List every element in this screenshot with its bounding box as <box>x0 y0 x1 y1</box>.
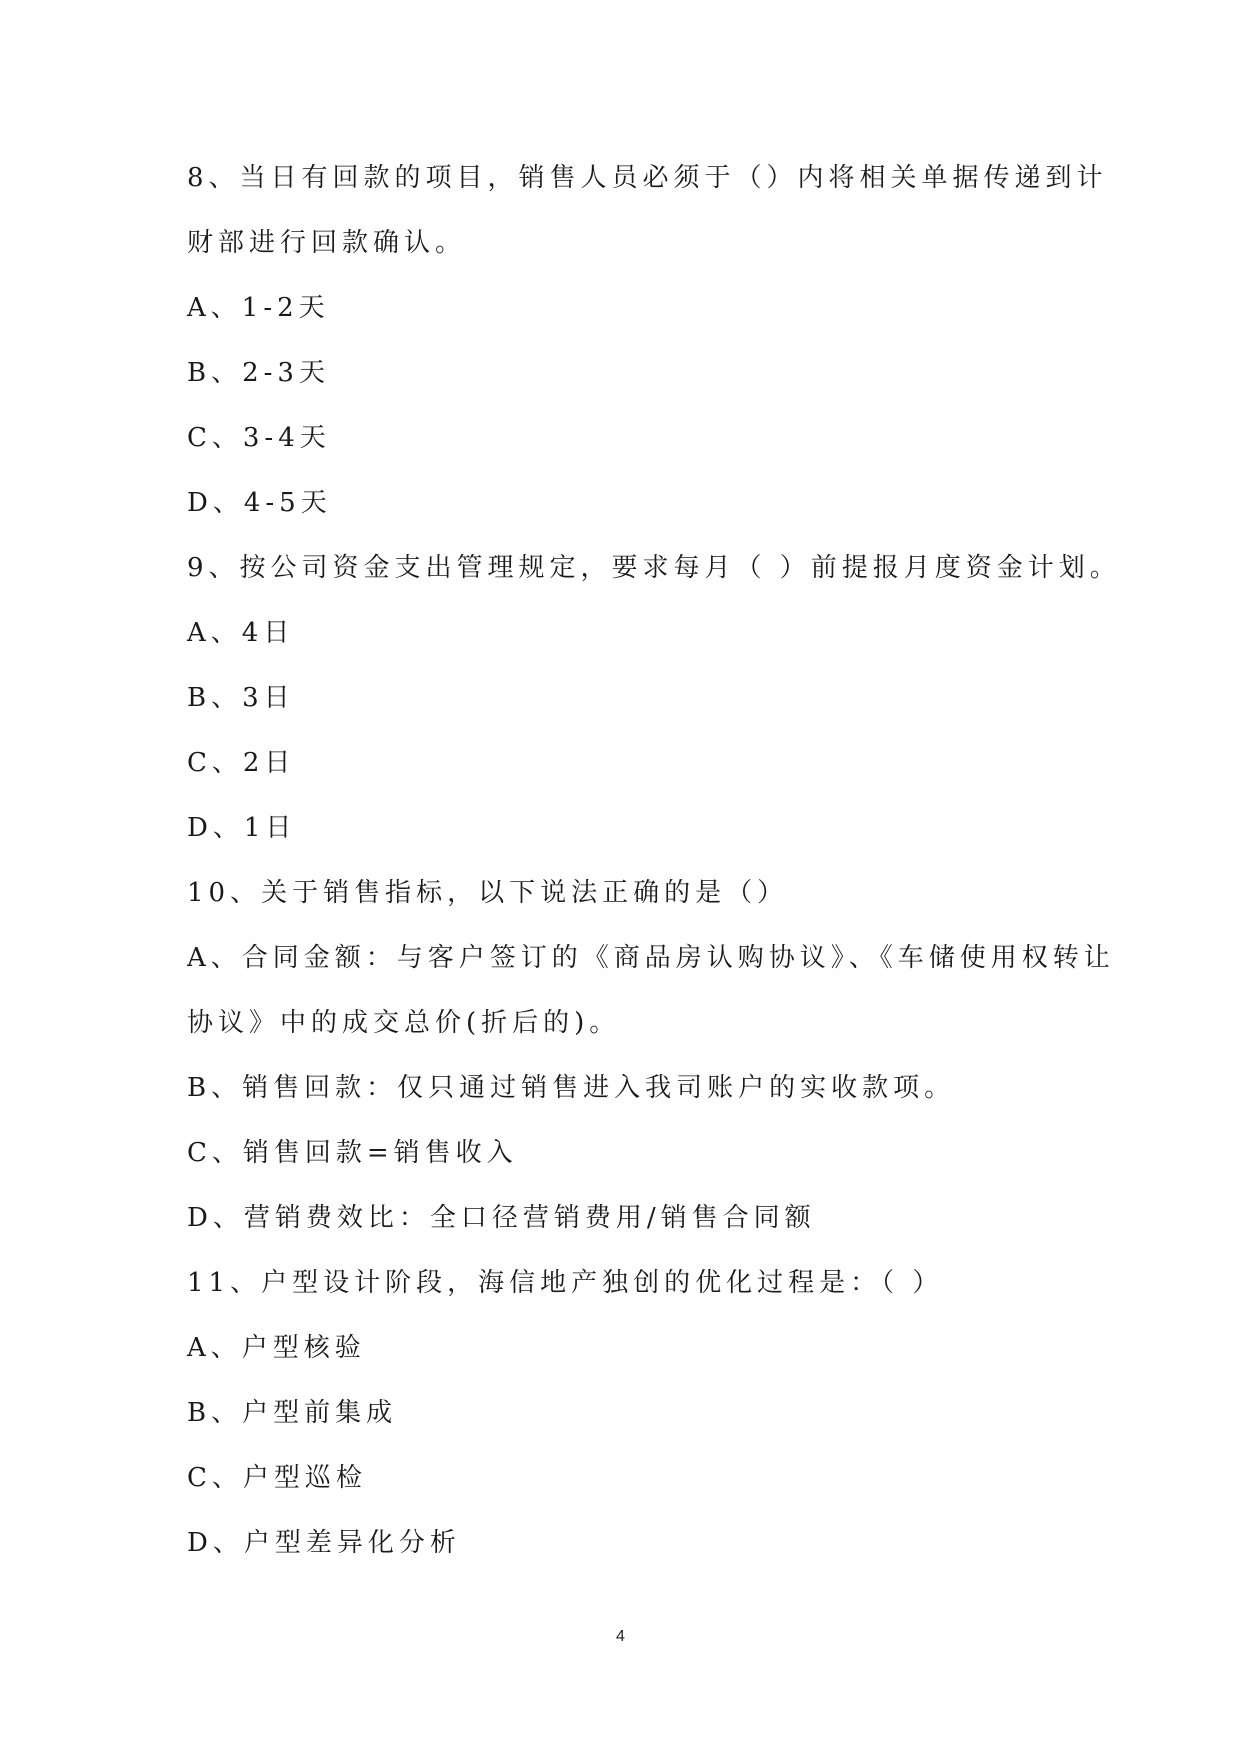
question-11-option-c: C、户型巡检 <box>187 1463 367 1493</box>
question-8-option-b: B、2-3天 <box>187 358 330 388</box>
question-10-option-c: C、销售回款=销售收入 <box>187 1138 518 1168</box>
question-9-option-a: A、4日 <box>187 618 295 648</box>
question-10-option-a: A、合同金额：与客户签订的《商品房认购协议》、《车储使用权转让 <box>187 943 1115 973</box>
page-content <box>187 158 1121 1588</box>
question-9-text: 9、按公司资金支出管理规定，要求每月（ ）前提报月度资金计划。 <box>187 553 1121 583</box>
question-9-option-c: C、2日 <box>187 748 296 778</box>
question-8-option-a: A、1-2天 <box>187 293 330 323</box>
question-8-text: 8、当日有回款的项目，销售人员必须于（）内将相关单据传递到计 <box>187 163 1108 193</box>
question-11-option-a: A、户型核验 <box>187 1333 366 1363</box>
question-8-text-continued: 财部进行回款确认。 <box>187 228 467 258</box>
question-8-option-c: C、3-4天 <box>187 423 331 453</box>
page-number: 4 <box>616 1628 625 1645</box>
question-10-option-a-continued: 协议》中的成交总价(折后的)。 <box>187 1008 621 1038</box>
question-10-option-b: B、销售回款：仅只通过销售进入我司账户的实收款项。 <box>187 1073 956 1103</box>
question-8-option-d: D、4-5天 <box>187 488 332 518</box>
question-10-text: 10、关于销售指标，以下说法正确的是（） <box>187 878 789 908</box>
question-9-option-b: B、3日 <box>187 683 295 713</box>
question-11-option-b: B、户型前集成 <box>187 1398 398 1428</box>
question-10-option-d: D、营销费效比：全口径营销费用/销售合同额 <box>187 1203 816 1233</box>
question-9-option-d: D、1日 <box>187 813 297 843</box>
question-11-text: 11、户型设计阶段，海信地产独创的优化过程是：（ ） <box>187 1268 944 1298</box>
question-11-option-d: D、户型差异化分析 <box>187 1528 461 1558</box>
